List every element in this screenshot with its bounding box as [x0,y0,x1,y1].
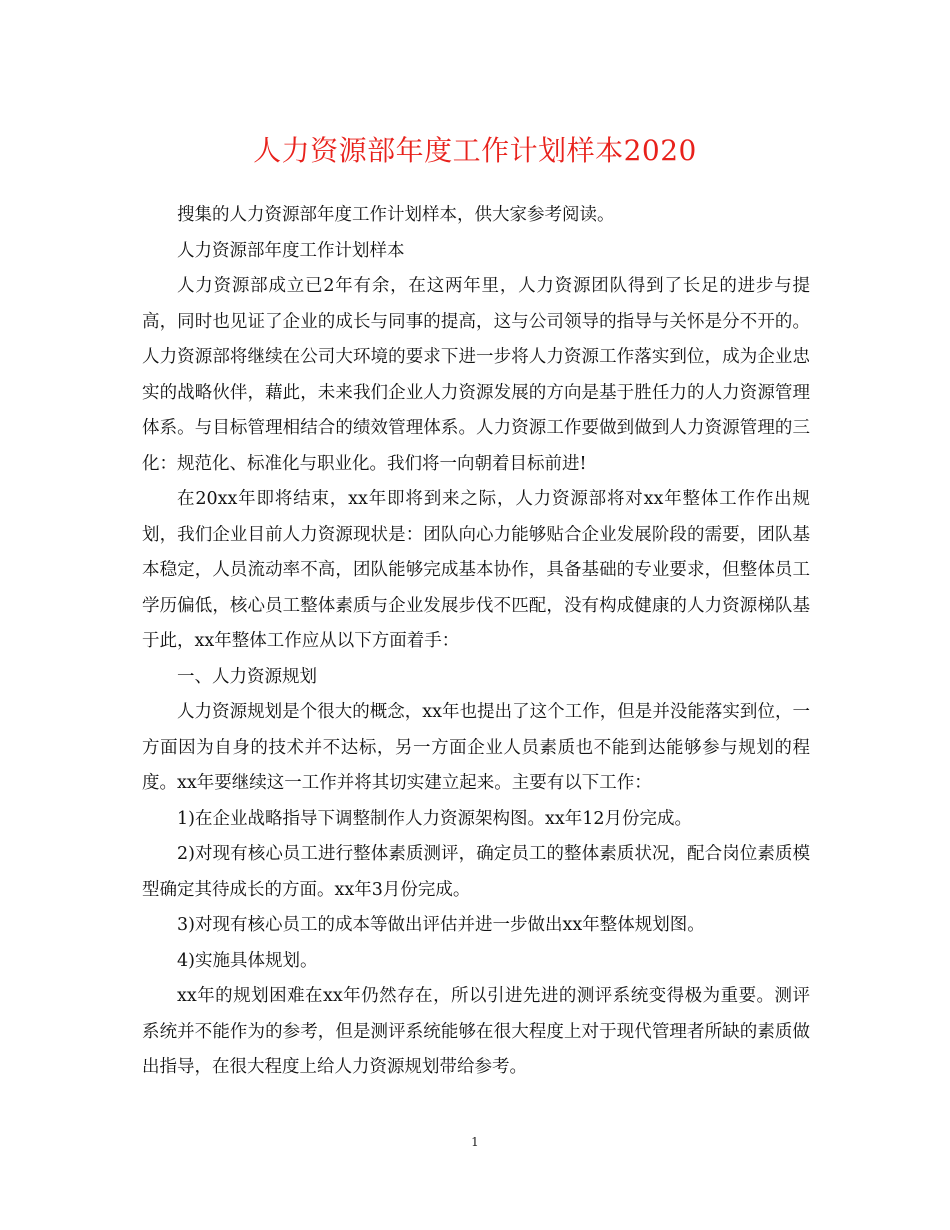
document-body [142,198,810,1086]
list-item-3: 3)对现有核心员工的成本等做出评估并进一步做出xx年整体规划图。 [177,915,705,935]
document-title: 人力资源部年度工作计划样本2020 [253,134,697,167]
list-item-4: 4)实施具体规划。 [177,950,318,971]
paragraph-hr-planning: 人力资源规划是个很大的概念，xx年也提出了这个工作，但是并没能落实到位，一方面因为自身的技术并不达标，另一方面企业人员素质也不能到达能够参与规划的程度。xx年要继续这一工作并将其切实建立起来。主要有以下工作： [142,702,810,793]
paragraph-subtitle: 人力资源部年度工作计划样本 [177,240,405,261]
page-number: 1 [471,1135,479,1149]
list-item-2: 2)对现有核心员工进行整体素质测评，确定员工的整体素质状况，配合岗位素质模型确定其待成长的方面。xx年3月份完成。 [142,844,810,900]
paragraph-overview: 人力资源部成立已2年有余，在这两年里，人力资源团队得到了长足的进步与提高，同时也见证了企业的成长与同事的提高，这与公司领导的指导与关怀是分不开的。人力资源部将继续在公司大环境的要求下进一步将人力资源工作落实到位，成为企业忠实的战略伙伴，藉此，未来我们企业人力资源发展的方向是基于胜任力的人力资源管理体系。与目标管理相结合的绩效管理体系。人力资源工作要做到做到人力资源管理的三化：规范化、标准化与职业化。我们将一向朝着目标前进! [142,276,810,474]
paragraph-intro: 搜集的人力资源部年度工作计划样本，供大家参考阅读。 [177,205,615,225]
paragraph-current-status: 在20xx年即将结束，xx年即将到来之际，人力资源部将对xx年整体工作作出规划，我们企业目前人力资源现状是：团队向心力能够贴合企业发展阶段的需要，团队基本稳定，人员流动率不高，团队能够完成基本协作，具备基础的专业要求，但整体员工学历偏低，核心员工整体素质与企业发展步伐不匹配，没有构成健康的人力资源梯队基于此，xx年整体工作应从以下方面着手： [142,489,810,651]
list-item-1: 1)在企业战略指导下调整制作人力资源架构图。xx年12月份完成。 [177,808,692,829]
paragraph-evaluation-system: xx年的规划困难在xx年仍然存在，所以引进先进的测评系统变得极为重要。测评系统并不能作为的参考，但是测评系统能够在很大程度上对于现代管理者所缺的素质做出指导，在很大程度上给人力资源规划带给参考。 [142,986,810,1077]
section-heading-hr-planning: 一、人力资源规划 [177,666,317,687]
